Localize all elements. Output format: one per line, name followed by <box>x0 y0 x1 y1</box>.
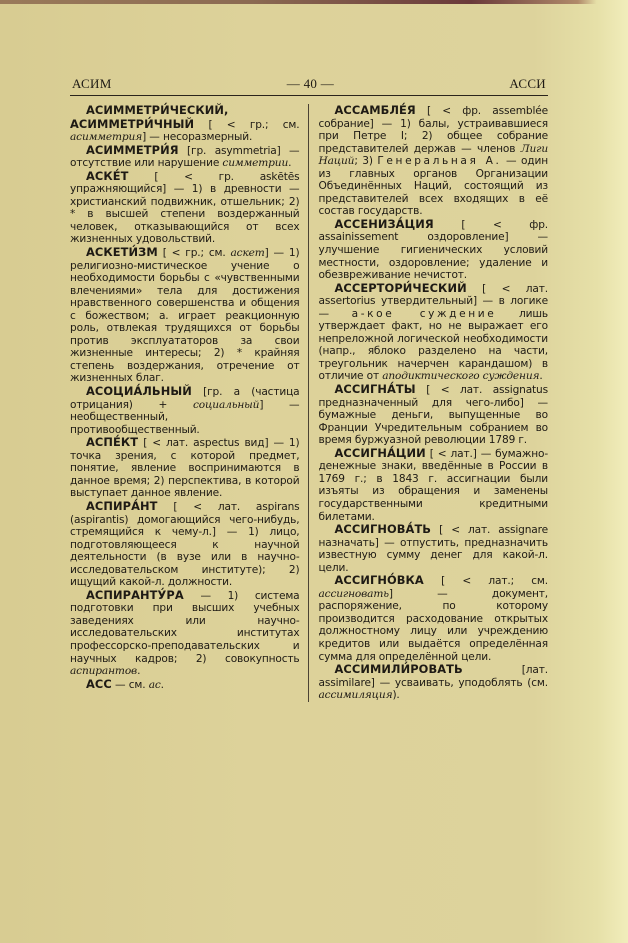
headword: АССИГНА́ТЫ <box>334 382 416 397</box>
entry-ass <box>70 678 300 692</box>
headword: АСКЕ́Т <box>86 168 129 183</box>
definition: — 1) система подготовки при высших учебных заведениях или научно-исследовательских институтах профессорско-преподавательских и научных кадров; 2) совокупность <box>70 589 300 665</box>
page-top-edge <box>0 0 628 4</box>
definition: [ < лат.; см. <box>423 575 548 588</box>
entry-assignovat <box>319 523 549 574</box>
headword: АССАМБЛЕ́Я <box>334 103 416 117</box>
cross-ref: ассигновать <box>318 587 389 600</box>
headword: АСС <box>86 676 112 691</box>
entry-assimilirovat <box>319 663 549 702</box>
entry-asketizm <box>70 246 300 385</box>
headword: АССЕРТОРИ́ЧЕСКИЙ <box>334 280 467 295</box>
definition: [ < лат. assignatus предназначенный для чего-либо] — бумажные деньги, выпущенные во Франции Учредительным собранием во время буржуазной революции 1789 г. <box>318 384 548 447</box>
definition-end: — один из главных органов Организации Объединённых Наций, состоящий из представителей всех входящих в её состав государств. <box>318 155 548 218</box>
cross-ref: Лиги Наций <box>318 142 548 168</box>
cross-ref: ас <box>148 678 161 691</box>
headword: АСИММЕТРИ́ЧЕСКИЙ, АСИММЕТРИ́ЧНЫЙ <box>70 103 229 131</box>
dictionary-page <box>70 76 548 702</box>
entry-assambleya <box>319 104 549 218</box>
definition-end: ] — несоразмерный. <box>142 131 253 144</box>
definition-end: ). <box>392 689 400 702</box>
two-column-body <box>70 104 548 702</box>
left-guide-word: АСИМ <box>72 76 112 91</box>
definition: [ < лат. assignare назначать] — отпустить, предназначить известную сумму денег для какой-л. цели. <box>318 524 548 574</box>
headword: АССИГНОВА́ТЬ <box>334 522 432 537</box>
headword: АСОЦИА́ЛЬНЫЙ <box>86 384 192 399</box>
entry-aspekt <box>70 436 300 500</box>
definition-end: ] — документ, распоряжение, по которому производится расходование открытых должностному лицу или учреждению кредитов или выдаётся определённая сумма для определённой цели. <box>318 587 548 663</box>
definition-end: ] — необщественный, противообщественный. <box>70 398 300 436</box>
cross-ref: социальный <box>193 398 260 411</box>
definition-end: . <box>288 157 292 170</box>
entry-assignaty <box>319 383 549 447</box>
headword: АССИГНО́ВКА <box>334 573 424 588</box>
left-column <box>70 104 308 702</box>
definition: [ < лат. aspirans (aspirantis) домогающийся чего-нибудь, стремящийся к чему-л.] — 1) лицо, подготовляющееся к научной деятельности (в вузе или в научно-исследовательском институте); 2) ищущий какой-л. должности. <box>70 500 300 589</box>
definition: [ < фр. assemblée собрание] — 1) балы, устраивавшиеся при Петре I; 2) общее собрание представителей держав — членов <box>318 105 548 155</box>
headword: АССИМИЛИ́РОВАТЬ <box>334 662 463 677</box>
entry-asocialnyy <box>70 385 300 436</box>
definition: [гр. asymmetria] — отсутствие или нарушение <box>70 144 300 170</box>
headword: АСПЕ́КТ <box>86 435 139 450</box>
definition: [ < фр. assainissement оздоровление] — улучшение гигиенических условий местности, оздоровление; удаление и обезвреживание нечистот. <box>318 218 548 282</box>
cross-ref: симметрии <box>222 157 289 170</box>
right-guide-word: АССИ <box>509 76 546 91</box>
headword: АСПИРАНТУ́РА <box>86 587 184 602</box>
headword: АССИГНА́ЦИИ <box>334 445 426 460</box>
entry-assignacii <box>319 447 549 523</box>
entry-asket <box>70 170 300 246</box>
running-head <box>70 76 548 96</box>
entry-assenizaciya <box>319 218 549 282</box>
headword: АСПИРА́НТ <box>86 498 158 513</box>
definition-end: . <box>539 370 543 383</box>
entry-asimmetriya <box>70 144 300 170</box>
cross-ref: аспирантов <box>70 665 138 678</box>
definition-end: . <box>160 678 164 691</box>
definition: [ < гр. askētēs упражняющийся] — 1) в древности — христианский подвижник, отшельник; 2) * в высшей степени воздержанный человек, отказывающийся от всех жизненных удовольствий. <box>70 170 300 246</box>
spaced-term: Генеральная А. <box>377 155 502 168</box>
headword: АССЕНИЗА́ЦИЯ <box>334 216 434 231</box>
entry-asimmetricheskiy <box>70 104 300 144</box>
definition: [лат. assimilare] — усваивать, уподоблять (см. <box>318 664 548 689</box>
entry-assignovka <box>319 574 549 663</box>
definition: [ < лат. aspectus вид] — 1) точка зрения, с которой предмет, понятие, явление воспринимаются в данное время; 2) перспектива, в которой выступает данное явление. <box>70 437 300 500</box>
page-number: — 40 — <box>286 76 335 91</box>
entry-aspirant <box>70 500 300 589</box>
cross-ref: асимметрия <box>70 131 143 144</box>
cross-ref: аскет <box>230 247 265 260</box>
definition: [ < гр.; см. <box>157 247 231 260</box>
spaced-term: а-кое суждение <box>351 307 497 320</box>
headword: АСКЕТИ́ЗМ <box>86 245 158 260</box>
definition: [гр. а (частица отрицания) + <box>70 386 300 411</box>
definition: — см. <box>111 678 149 691</box>
definition-mid: ; 3) <box>354 155 378 168</box>
definition: [ < гр.; см. <box>194 118 300 131</box>
right-column <box>308 104 549 702</box>
entry-aspirantura <box>70 589 300 678</box>
definition: [ < лат. assertorius утвердительный] — в логике — <box>318 282 548 320</box>
definition-end: . <box>137 665 141 678</box>
definition: [ < лат.] — бумажно-денежные знаки, введённые в России в 1769 г.; в 1843 г. ассигнации были изъяты из обращения и заменены государственными кредитными билетами. <box>318 447 548 523</box>
definition-end: ] — 1) религиозно-мистическое учение о необходимости борьбы с «чувственными влечениями» тела для достижения нравственного совершенства и общения с божеством; а. играет реакционную роль, отвлекая трудящихся от борьбы против эксплуататоров за свои жизненные интересы; 2) * крайняя степень воздержания, отречение от жизненных благ. <box>70 247 300 385</box>
cross-ref: аподиктического суждения <box>382 370 540 383</box>
cross-ref: ассимиляция <box>318 689 393 702</box>
entry-assertoricheskiy <box>319 282 549 383</box>
headword: АСИММЕТРИ́Я <box>86 142 179 157</box>
definition-mid: лишь утверждает факт, но не выражает его непреложной логической необходимости (напр., яблоко разделено на части, треугольник начерчен карандашом) в отличие от <box>318 307 548 383</box>
